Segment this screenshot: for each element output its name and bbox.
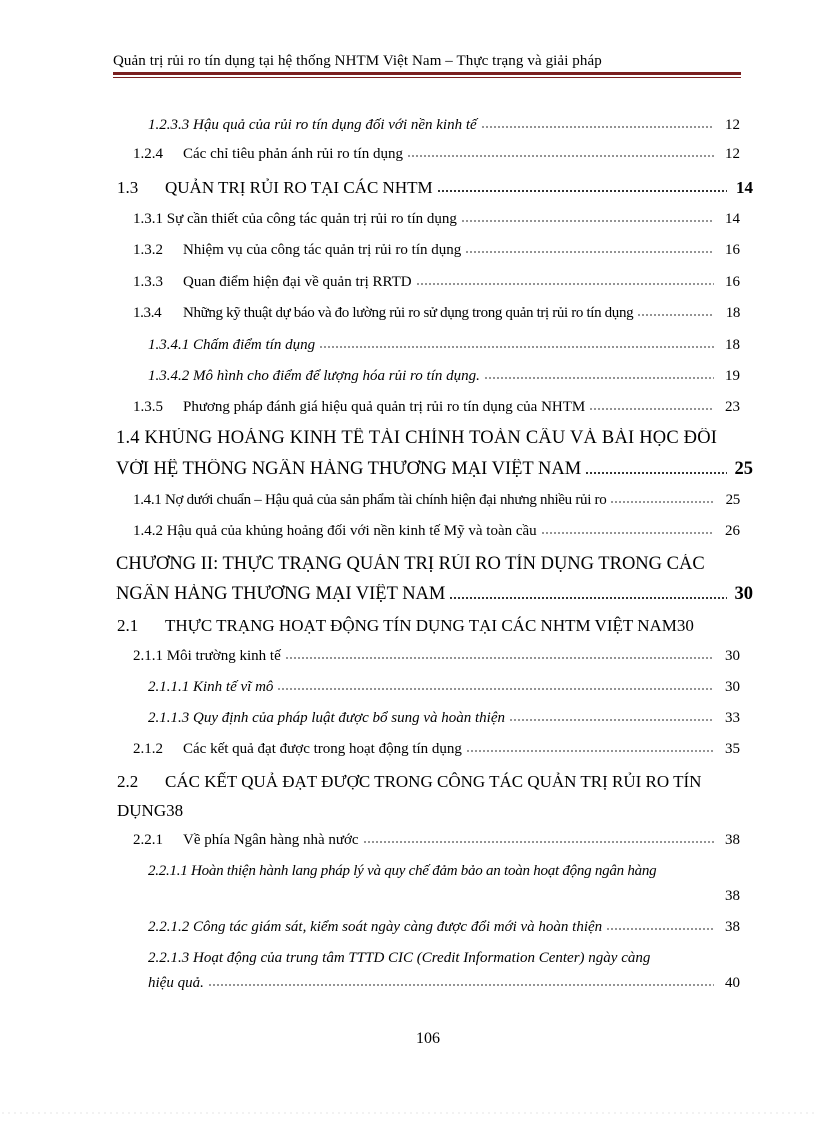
toc-entry-page: 19 bbox=[725, 368, 740, 384]
running-header: Quản trị rủi ro tín dụng tại hệ thống NHTM Việt Nam – Thực trạng và giải pháp bbox=[113, 53, 602, 69]
toc-entry[interactable] bbox=[148, 888, 740, 905]
toc-entry-text: Các chỉ tiêu phản ánh rủi ro tín dụng bbox=[183, 146, 403, 162]
toc-entry[interactable] bbox=[148, 863, 748, 880]
page-number: 106 bbox=[416, 1030, 440, 1047]
toc-entry-number: 1.3 bbox=[117, 178, 139, 197]
leader-dots bbox=[465, 249, 714, 254]
toc-entry-text: 1.3.4.1 Chấm điểm tín dụng bbox=[148, 337, 316, 353]
leader-dots bbox=[509, 717, 714, 722]
leader-dots bbox=[416, 281, 714, 286]
toc-entry-number: 1.3.4 bbox=[133, 305, 162, 321]
toc-entry[interactable] bbox=[117, 772, 757, 792]
toc-entry[interactable] bbox=[148, 337, 740, 354]
leader-dots bbox=[277, 686, 714, 691]
toc-entry[interactable] bbox=[133, 242, 740, 259]
leader-dots bbox=[484, 375, 714, 380]
toc-entry[interactable] bbox=[148, 919, 740, 936]
toc-entry-page: 16 bbox=[725, 242, 740, 258]
leader-dots bbox=[606, 926, 714, 931]
toc-entry[interactable] bbox=[117, 616, 757, 636]
toc-entry-page: 18 bbox=[725, 305, 740, 321]
toc-entry[interactable] bbox=[117, 801, 757, 821]
toc-entry-text: 1.4 KHỦNG HOẢNG KINH TẾ TÀI CHÍNH TOÀN CẦU VÀ BÀI HỌC ĐỐI bbox=[116, 428, 718, 448]
toc-entry-text: Về phía Ngân hàng nhà nước bbox=[183, 832, 359, 848]
toc-entry-text: THỰC TRẠNG HOẠT ĐỘNG TÍN DỤNG TẠI CÁC NHTM VIỆT NAM30 bbox=[165, 616, 694, 635]
toc-entry-text: 2.2.1.1 Hoàn thiện hành lang pháp lý và quy chế đảm bảo an toàn hoạt động ngân hàng bbox=[148, 863, 657, 879]
toc-entry[interactable] bbox=[133, 305, 740, 322]
toc-entry-page: 30 bbox=[725, 679, 740, 695]
toc-entry-text: 2.1.1 Môi trường kinh tế bbox=[133, 648, 281, 664]
leader-dots bbox=[461, 218, 714, 223]
leader-dots bbox=[208, 982, 714, 987]
toc-entry-text: Quan điểm hiện đại về quản trị RRTD bbox=[183, 274, 412, 290]
toc-entry-text: CHƯƠNG II: THỰC TRẠNG QUẢN TRỊ RỦI RO TÍN DỤNG TRONG CÁC bbox=[116, 554, 705, 574]
leader-dots bbox=[541, 530, 714, 535]
page-bottom-edge bbox=[0, 1112, 816, 1114]
toc-entry-page: 14 bbox=[725, 211, 740, 227]
toc-entry-page: 38 bbox=[725, 888, 740, 904]
toc-entry-text: 2.2.1.3 Hoạt động của trung tâm TTTD CIC (Credit Information Center) ngày càng bbox=[148, 950, 651, 966]
toc-entry[interactable] bbox=[148, 975, 740, 992]
toc-entry-text: Những kỹ thuật dự báo và đo lường rủi ro sử dụng trong quản trị rủi ro tín dụng bbox=[183, 305, 634, 321]
toc-entry[interactable] bbox=[116, 554, 756, 575]
leader-dots bbox=[285, 655, 714, 660]
toc-entry[interactable] bbox=[116, 428, 756, 449]
toc-entry[interactable] bbox=[133, 523, 740, 540]
toc-entry-text: 2.2.1.2 Công tác giám sát, kiểm soát ngày càng được đổi mới và hoàn thiện bbox=[148, 919, 603, 935]
toc-entry-text: Các kết quả đạt được trong hoạt động tín dụng bbox=[183, 741, 462, 757]
toc-entry[interactable] bbox=[133, 741, 740, 758]
toc-entry-number: 2.1 bbox=[117, 616, 139, 635]
toc-entry-page: 25 bbox=[725, 492, 740, 508]
toc-entry[interactable] bbox=[133, 492, 740, 509]
toc-entry-page: 14 bbox=[736, 178, 753, 197]
leader-dots bbox=[481, 124, 714, 129]
toc-entry-text: 2.1.1.3 Quy định của pháp luật được bổ sung và hoàn thiện bbox=[148, 710, 505, 726]
toc-entry-page: 38 bbox=[725, 832, 740, 848]
toc-entry-text: 1.4.2 Hậu quả của khủng hoảng đối với nền kinh tế Mỹ và toàn cầu bbox=[133, 523, 537, 539]
toc-entry[interactable] bbox=[133, 832, 740, 849]
toc-entry[interactable] bbox=[133, 146, 740, 163]
toc-entry-text: 1.3.1 Sự cần thiết của công tác quản trị rủi ro tín dụng bbox=[133, 211, 457, 227]
toc-entry-number: 1.3.3 bbox=[133, 274, 163, 290]
toc-entry-page: 12 bbox=[725, 117, 740, 133]
toc-entry-text: 2.1.1.1 Kinh tế vĩ mô bbox=[148, 679, 274, 695]
leader-dots bbox=[449, 595, 727, 600]
toc-entry-number: 1.3.5 bbox=[133, 399, 163, 415]
toc-entry[interactable] bbox=[133, 274, 740, 291]
toc-entry-text: Nhiệm vụ của công tác quản trị rủi ro tín dụng bbox=[183, 242, 462, 258]
toc-entry-page: 30 bbox=[734, 584, 753, 604]
toc-entry-text: DỤNG38 bbox=[117, 801, 184, 820]
leader-dots bbox=[585, 470, 727, 475]
leader-dots bbox=[319, 344, 714, 349]
toc-entry-page: 16 bbox=[725, 274, 740, 290]
leader-dots bbox=[466, 748, 714, 753]
leader-dots bbox=[610, 499, 714, 504]
toc-entry-number: 2.1.2 bbox=[133, 741, 163, 757]
toc-entry-page: 26 bbox=[725, 523, 740, 539]
leader-dots bbox=[437, 188, 727, 193]
toc-entry-page: 18 bbox=[725, 337, 740, 353]
leader-dots bbox=[363, 839, 714, 844]
toc-entry-page: 30 bbox=[725, 648, 740, 664]
toc-entry[interactable] bbox=[148, 117, 740, 134]
leader-dots bbox=[589, 406, 714, 411]
toc-entry[interactable] bbox=[148, 368, 740, 385]
toc-entry-page: 40 bbox=[725, 975, 740, 991]
toc-entry[interactable] bbox=[133, 399, 740, 416]
toc-entry-page: 38 bbox=[725, 919, 740, 935]
toc-entry-text: CÁC KẾT QUẢ ĐẠT ĐƯỢC TRONG CÔNG TÁC QUẢN TRỊ RỦI RO TÍN bbox=[165, 772, 702, 791]
toc-entry-page: 35 bbox=[725, 741, 740, 757]
toc-entry-text: Phương pháp đánh giá hiệu quả quản trị rủi ro tín dụng của NHTM bbox=[183, 399, 586, 415]
toc-entry-page: 33 bbox=[725, 710, 740, 726]
toc-entry-text: hiệu quả. bbox=[148, 975, 204, 991]
leader-dots bbox=[637, 312, 714, 317]
toc-entry-page: 25 bbox=[734, 459, 753, 479]
toc-entry[interactable] bbox=[148, 710, 740, 727]
toc-entry-text: QUẢN TRỊ RỦI RO TẠI CÁC NHTM bbox=[165, 178, 433, 197]
header-rule-thin bbox=[113, 77, 741, 78]
toc-entry[interactable] bbox=[133, 211, 740, 228]
toc-entry-text: 1.2.3.3 Hậu quả của rủi ro tín dụng đối với nền kinh tế bbox=[148, 117, 477, 133]
toc-entry-number: 2.2 bbox=[117, 772, 139, 791]
toc-entry-page: 12 bbox=[725, 146, 740, 162]
toc-entry-page: 23 bbox=[725, 399, 740, 415]
toc-entry[interactable] bbox=[148, 950, 748, 967]
leader-dots bbox=[407, 153, 714, 158]
toc-entry[interactable] bbox=[116, 584, 753, 605]
toc-entry-number: 2.2.1 bbox=[133, 832, 163, 848]
toc-entry-text: 1.4.1 Nợ dưới chuẩn – Hậu quả của sản phẩm tài chính hiện đại nhưng nhiều rủi ro bbox=[133, 492, 607, 508]
toc-entry[interactable] bbox=[148, 679, 740, 696]
toc-entry-number: 1.2.4 bbox=[133, 146, 163, 162]
toc-entry[interactable] bbox=[117, 178, 753, 198]
toc-entry-number: 1.3.2 bbox=[133, 242, 163, 258]
toc-entry-text: NGÂN HÀNG THƯƠNG MẠI VIỆT NAM bbox=[116, 584, 446, 604]
toc-entry-text: 1.3.4.2 Mô hình cho điểm để lượng hóa rủi ro tín dụng. bbox=[148, 368, 480, 384]
toc-entry[interactable] bbox=[133, 648, 740, 665]
toc-entry-text: VỚI HỆ THỐNG NGÂN HÀNG THƯƠNG MẠI VIỆT NAM bbox=[116, 459, 582, 479]
toc-entry[interactable] bbox=[116, 459, 753, 480]
header-rule-thick bbox=[113, 72, 741, 75]
